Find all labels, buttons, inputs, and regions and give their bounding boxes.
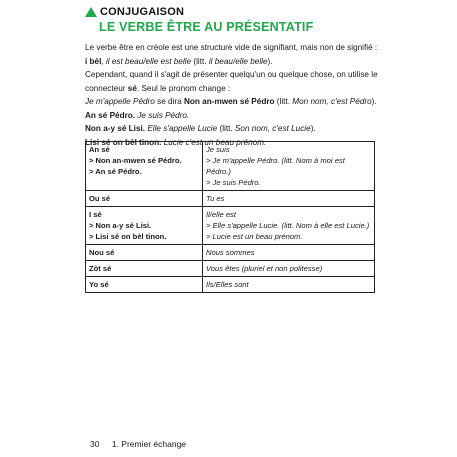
intro-line	[85, 41, 385, 55]
cell-line: An sé	[89, 145, 110, 154]
intro-line	[85, 95, 385, 109]
creole-cell	[86, 245, 203, 261]
intro-segment: . Seul le pronom change :	[136, 83, 231, 93]
intro-segment: Non a-y sé Lisi.	[85, 124, 146, 133]
cell-line: > An sé Pédro.	[89, 167, 142, 176]
intro-segment: Mon nom, c'est Pédro	[292, 97, 372, 106]
intro-text	[85, 41, 385, 149]
cell-line: Yo sé	[89, 280, 109, 289]
intro-segment: (litt.	[217, 124, 235, 133]
french-cell	[203, 261, 375, 277]
creole-cell	[86, 261, 203, 277]
intro-segment: Je suis Pédro.	[135, 110, 190, 120]
intro-segment: ).	[371, 97, 377, 106]
french-cell	[203, 207, 375, 245]
table-row	[86, 277, 375, 293]
french-cell	[203, 277, 375, 293]
triangle-marker-icon	[85, 7, 97, 17]
intro-segment: connecteur	[85, 83, 128, 93]
table-row	[86, 191, 375, 207]
cell-line: > Je suis Pédro.	[206, 178, 261, 187]
intro-segment: (litt.	[274, 97, 293, 106]
cell-line: Nou sé	[89, 248, 115, 257]
cell-line: Tu es	[206, 194, 225, 203]
intro-segment: Le verbe être en créole est une structure vide de signifiant, mais non de signifié :	[85, 43, 378, 52]
cell-line: Il/elle est	[206, 210, 236, 219]
intro-line	[85, 82, 385, 96]
intro-segment: , il est beau/elle est belle	[101, 56, 192, 66]
intro-segment: Lisi sé on bèl tinon.	[85, 137, 162, 147]
cell-line: Ou sé	[89, 194, 111, 203]
intro-line	[85, 55, 385, 69]
intro-line	[85, 109, 385, 123]
intro-segment: i bèl	[85, 56, 102, 66]
intro-segment: An sé Pédro.	[85, 110, 136, 120]
cell-line: I sé	[89, 210, 102, 219]
cell-line: Zòt sé	[89, 264, 112, 273]
intro-segment: Son nom, c'est Lucie	[234, 124, 311, 133]
chapter-label: 1. Premier échange	[111, 439, 187, 449]
cell-line: > Lisi sé on bèl tinon.	[89, 232, 167, 241]
section-header	[85, 6, 314, 34]
intro-segment: sé	[127, 83, 137, 93]
cell-line: > Non an-mwen sé Pédro.	[89, 156, 182, 165]
intro-segment: Non an-mwen sé Pédro	[183, 97, 275, 106]
conjugation-table	[85, 141, 375, 293]
cell-line: > Je m'appelle Pédro. (litt. Nom à moi est Pédro.)	[206, 156, 345, 176]
section-kicker: CONJUGAISON	[100, 6, 185, 18]
section-title: LE VERBE ÊTRE AU PRÉSENTATIF	[99, 20, 314, 34]
french-cell	[203, 245, 375, 261]
cell-line: Je suis	[206, 145, 230, 154]
cell-line: > Lucie est un beau prénom.	[206, 232, 303, 241]
table-row	[86, 261, 375, 277]
cell-line: > Elle s'appelle Lucie. (litt. Nom à elle est Lucie.)	[206, 221, 370, 230]
creole-cell	[86, 142, 203, 191]
table-row	[86, 207, 375, 245]
cell-line: Ils/Elles sont	[206, 280, 249, 289]
cell-line: Nous sommes	[206, 248, 255, 257]
intro-segment: Cependant, quand il s'agit de présenter quelqu'un ou quelque chose, on utilise le	[85, 70, 378, 79]
intro-line	[85, 68, 385, 82]
french-cell	[203, 142, 375, 191]
intro-segment: ).	[310, 124, 316, 133]
page-number: 30	[90, 439, 100, 449]
intro-segment: se dira	[154, 97, 184, 106]
creole-cell	[86, 207, 203, 245]
intro-segment: Lucie c'est un beau prénom.	[161, 137, 267, 147]
intro-segment: Elle s'appelle Lucie	[145, 124, 218, 133]
creole-cell	[86, 191, 203, 207]
intro-line	[85, 122, 385, 136]
cell-line: > Non a-y sé Lisi.	[89, 221, 152, 230]
cell-line: Vous êtes (pluriel et non politesse)	[206, 264, 323, 273]
table-row	[86, 142, 375, 191]
creole-cell	[86, 277, 203, 293]
intro-segment: il beau/elle belle	[208, 56, 268, 66]
page-footer	[90, 439, 186, 449]
french-cell	[203, 191, 375, 207]
table-row	[86, 245, 375, 261]
intro-segment: Je m'appelle Pédro	[85, 97, 155, 106]
intro-segment: ).	[267, 56, 273, 66]
intro-segment: (litt.	[191, 56, 209, 66]
